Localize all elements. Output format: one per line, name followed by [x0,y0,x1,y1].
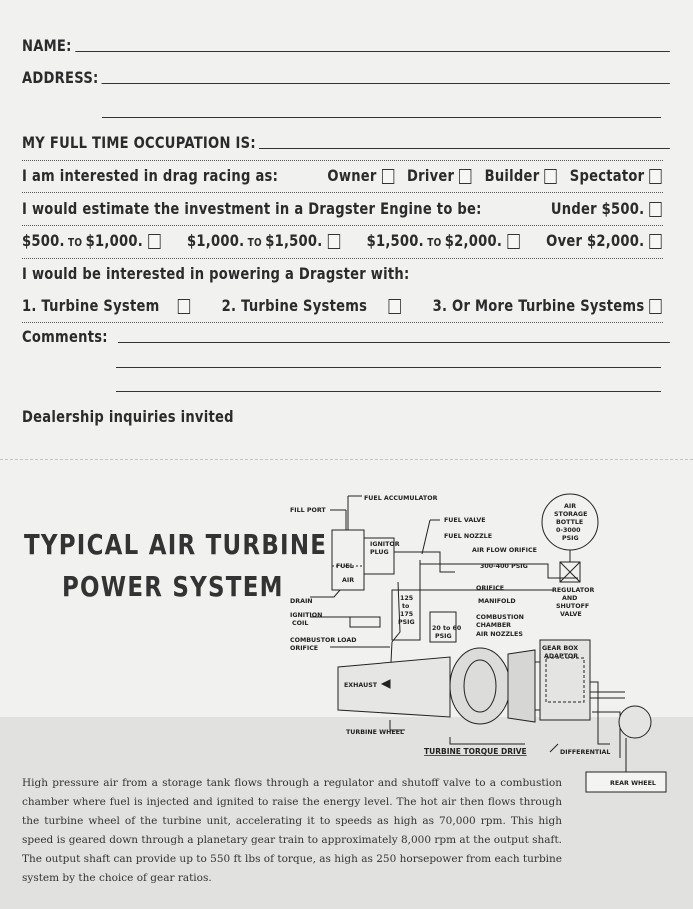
label-differential: DIFFERENTIAL [560,749,611,756]
interest-label: I am interested in drag racing as: [22,166,279,185]
range-500-1000: $500. TO $1,000. [22,231,160,250]
label-combustor-load-2: ORIFICE [290,645,319,652]
one-turbine-checkbox[interactable] [178,299,190,314]
two-turbine-checkbox[interactable] [389,299,401,314]
label-regulator-2: AND [562,595,578,602]
address-field-line-2[interactable] [102,117,661,118]
range-1000-1500-checkbox[interactable] [327,234,339,249]
label-air-bottle-1: AIR [564,503,577,510]
range-1000-1500: $1,000. TO $1,500. [187,231,340,250]
label-air-bottle-2: STORAGE [554,511,588,518]
range-500-1000-checkbox[interactable] [148,234,160,249]
powering-row [22,264,662,283]
label-air-bottle-4: 0-3000 [556,527,581,534]
label-ignitor-2: PLUG [370,549,389,556]
comments-field-line-2[interactable] [116,367,661,368]
description-text: High pressure air from a storage tank flows through a regulator and shutoff valve to a combustion chamber where fuel is injected and ignited to raise the energy level. The hot air then flows through the turbine wheel of the turbine unit, accelerating it to speeds as high as 70,000 rpm. This high speed is geared down through a planetary gear train to approximately 8,000 rpm at the output shaft. The output shaft can provide up to 550 ft lbs of torque, as high as 250 horsepower from each turbine system by the choice of gear ratios. [22,777,562,884]
comments-field-line-3[interactable] [116,391,661,392]
label-orifice: ORIFICE [476,585,505,592]
two-turbine-option: 2. Turbine Systems [222,296,401,315]
label-gear-box-2: ADAPTOR [544,653,579,660]
label-300-400-psig: 300-400 PSIG [480,563,528,570]
label-125-2: to [402,603,410,610]
owner-option: Owner [327,166,393,185]
rear-wheel-hub [619,706,651,738]
interest-row [22,166,662,185]
gear-box-shape [540,640,590,720]
label-fuel-nozzle: FUEL NOZZLE [444,533,492,540]
label-combustion-2: CHAMBER [476,622,511,629]
label-manifold: MANIFOLD [478,598,516,605]
dealership-row [22,407,548,426]
turbine-wheel-shape [450,648,510,724]
label-air: AIR [342,577,355,584]
dotted-divider [22,322,663,323]
label-regulator-3: SHUTOFF [556,603,590,610]
label-20-60-1: 20 to 60 [432,625,462,632]
dotted-divider [22,225,663,226]
label-fuel-valve: FUEL VALVE [444,517,486,524]
label-fill-port: FILL PORT [290,507,326,514]
three-turbine-checkbox[interactable] [649,299,661,314]
occupation-row [22,133,670,152]
label-ignition-coil-2: COIL [292,620,309,627]
dotted-divider [22,192,663,193]
occupation-label: MY FULL TIME OCCUPATION IS: [22,133,256,152]
name-row [22,36,670,55]
address-label: ADDRESS: [22,68,99,87]
driver-option: Driver [407,166,471,185]
powering-label: I would be interested in powering a Dragster with: [22,264,410,283]
driver-checkbox[interactable] [459,169,471,184]
owner-checkbox[interactable] [382,169,394,184]
label-ignition-coil-1: IGNITION [290,612,323,619]
over-2000-option: Over $2,000. [546,231,661,250]
one-turbine-option: 1. Turbine System [22,296,190,315]
label-ignitor-1: IGNITOR [370,541,400,548]
builder-option: Builder [485,166,557,185]
label-regulator-1: REGULATOR [552,587,595,594]
under-500-option: Under $500. [551,199,662,218]
comments-row [22,327,670,346]
name-field-line[interactable] [75,51,670,52]
label-exhaust: EXHAUST [344,682,378,689]
label-air-bottle-3: BOTTLE [556,519,584,526]
label-air-flow-orifice: AIR FLOW ORIFICE [472,547,537,554]
label-gear-box-1: GEAR BOX [542,645,579,652]
tear-line [0,459,693,460]
label-rear-wheel: REAR WHEEL [610,780,656,787]
address-row [22,68,670,87]
investment-label: I would estimate the investment in a Dragster Engine to be: [22,199,482,218]
label-combustor-load-1: COMBUSTOR LOAD [290,637,357,644]
dotted-divider [22,160,663,161]
investment-ranges-row [22,231,662,250]
label-drain: DRAIN [290,598,313,605]
label-combustion-1: COMBUSTION [476,614,524,621]
comments-label: Comments: [22,327,108,346]
builder-checkbox[interactable] [544,169,556,184]
range-1500-2000: $1,500. TO $2,000. [367,231,520,250]
label-turbine-torque-drive: TURBINE TORQUE DRIVE [424,747,527,756]
range-1500-2000-checkbox[interactable] [507,234,519,249]
section-title-line-1: TYPICAL AIR TURBINE [24,528,328,561]
occupation-field-line[interactable] [259,148,670,149]
dotted-divider [22,258,663,259]
three-turbine-option: 3. Or More Turbine Systems [433,296,662,315]
label-125-4: PSIG [398,619,415,626]
label-125-3: 175 [400,611,414,618]
label-125-1: 125 [400,595,414,602]
label-air-bottle-5: PSIG [562,535,579,542]
over-2000-checkbox[interactable] [649,234,661,249]
investment-row [22,199,662,218]
label-fuel-accumulator: FUEL ACCUMULATOR [364,495,438,502]
section-title-line-2: POWER SYSTEM [62,570,284,603]
label-fuel: FUEL [336,563,354,570]
comments-field-line-1[interactable] [118,342,670,343]
name-label: NAME: [22,36,72,55]
address-field-line-1[interactable] [102,83,670,84]
label-regulator-4: VALVE [560,611,582,618]
dealership-text: Dealership inquiries invited [22,407,234,426]
label-air-nozzles: AIR NOZZLES [476,631,523,638]
powering-options-row [22,296,662,315]
spectator-checkbox[interactable] [649,169,661,184]
spectator-option: Spectator [570,166,662,185]
label-20-60-2: PSIG [435,633,452,640]
label-turbine-wheel: TURBINE WHEEL [346,729,404,736]
under-500-checkbox[interactable] [649,202,661,217]
